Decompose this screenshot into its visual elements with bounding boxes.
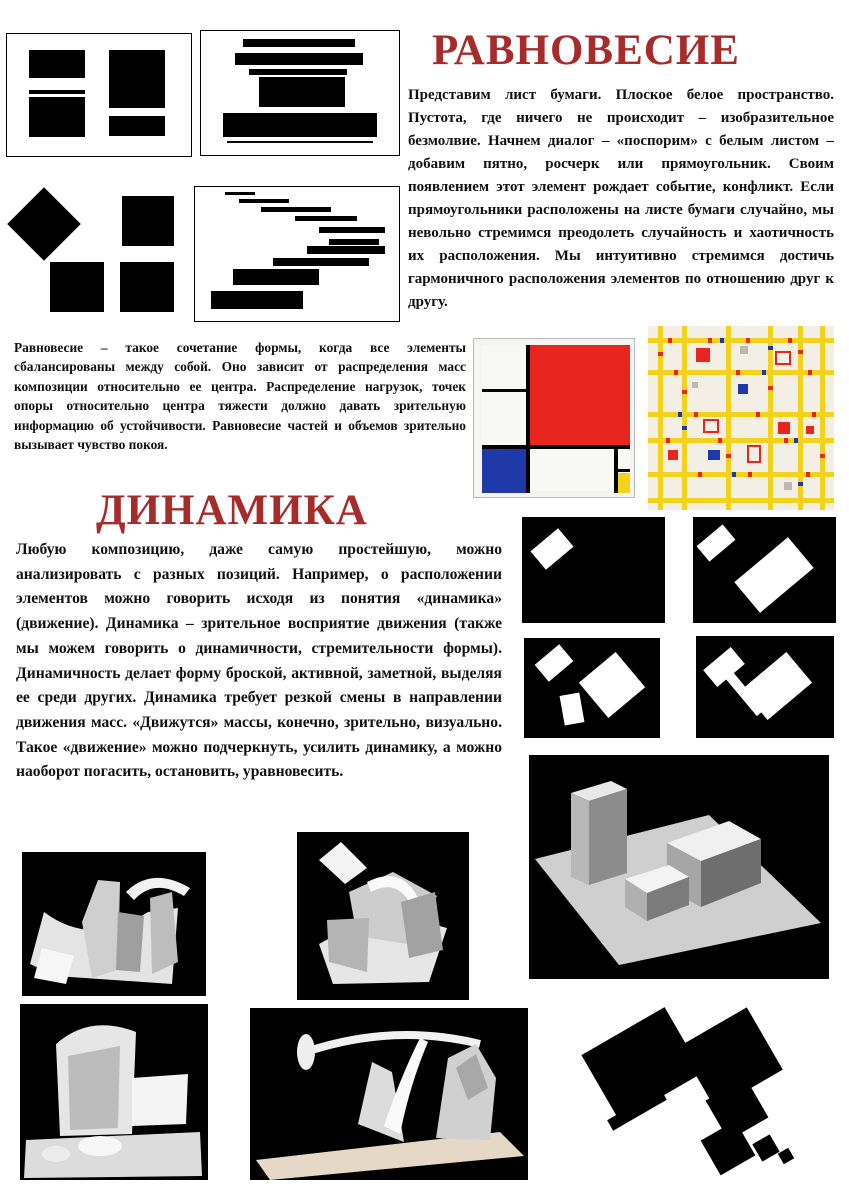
balance-title: РАВНОВЕСИЕ [432, 27, 740, 74]
mondrian-composition-image [473, 338, 635, 498]
balance-diagram-1 [6, 33, 192, 157]
broadway-boogie-woogie-image [648, 326, 834, 510]
balance-diagram-2 [200, 30, 400, 156]
balance-intro-text: Представим лист бумаги. Плоское белое пространство. Пустота, где ничего не происходит – изобразительное безмолвие. Начнем диалог – «поспорим» с белым листом – добавим пятно, росчерк или прямоугольник. Своим появлением этот элемент рождает событие, конфликт. Если прямоугольники расположены на листе бумаги случайно, мы невольно стремимся преодолеть случайность и хаотичность их расположения. Мы интуитивно стремимся достичь гармоничного расположения элементов по отношению друг к другу. [408, 87, 834, 310]
dynamics-diagram-5 [572, 998, 834, 1184]
paper-model-photo-4 [250, 1008, 528, 1180]
balance-definition-text: Равновесие – такое сочетание формы, когда все элементы сбалансированы между собой. Оно зависит от распределения масс композиции относительно ее центра. Распределение нагрузок, точек опоры относительно центра тяжести должно давать зрительную информацию об устойчивости. Равновесие частей и объемов зрительно вызывает чувство покоя. [14, 340, 466, 453]
dynamics-diagram-1 [522, 517, 665, 623]
paper-model-photo-1 [22, 852, 206, 996]
dynamics-diagram-4 [696, 636, 834, 738]
dynamics-diagram-2 [693, 517, 836, 623]
paper-model-photo-2 [297, 832, 469, 1000]
dynamics-title: ДИНАМИКА [96, 487, 368, 534]
paper-model-photo-3 [20, 1004, 208, 1180]
dynamics-text: Любую композицию, даже самую простейшую, можно анализировать с разных позиций. Например, о расположении элементов можно говорить исходя из понятия «динамика» (движение). Динамика – зрительное восприятие движения (также мы можем говорить о динамичности, стремительности формы). Динамичность делает форму броской, активной, заметной, выделяя ее среди других. Динамика требует резкой смены в направлении движения масс. «Движутся» массы, конечно, зрительно, визуально. Такое «движение» можно подчеркнуть, усилить динамику, а можно наоборот погасить, остановить, уравновесить. [16, 541, 502, 781]
volumetric-blocks-image [529, 755, 829, 979]
dynamics-diagram-3 [524, 638, 660, 738]
balance-diagram-3 [0, 180, 190, 320]
balance-diagram-4 [194, 186, 400, 322]
